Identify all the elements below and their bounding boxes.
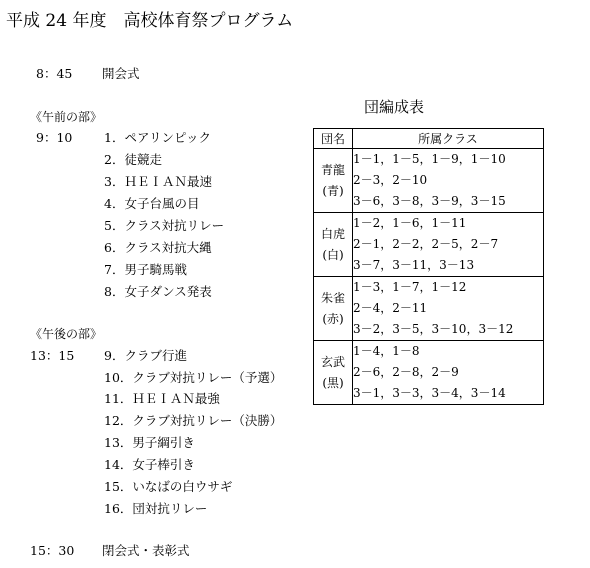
class-list-line: 2－3，2－10 bbox=[353, 173, 428, 187]
morning-section-header: 《午前の部》 bbox=[30, 110, 103, 124]
class-list-line: 1－4，1－8 bbox=[353, 344, 420, 358]
group-name: 青龍 bbox=[320, 162, 345, 177]
class-list-line: 3－7，3－11，3－13 bbox=[353, 258, 475, 272]
program-item: 5．クラス対抗リレー bbox=[104, 218, 225, 233]
group-classes-cell bbox=[353, 277, 544, 341]
group-color: (白) bbox=[322, 247, 344, 262]
program-item: 10．クラブ対抗リレー（予選） bbox=[104, 370, 283, 385]
class-list-line: 2－1，2－2，2－5，2－7 bbox=[353, 237, 499, 251]
page-title: 平成 24 年度 高校体育祭プログラム bbox=[6, 11, 294, 31]
program-item: 4．女子台風の目 bbox=[104, 196, 200, 211]
groups-table bbox=[313, 128, 544, 405]
class-list-line: 3－6，3－8，3－9，3－15 bbox=[353, 194, 506, 208]
group-color: (黒) bbox=[322, 375, 344, 390]
closing-label: 閉会式・表彰式 bbox=[102, 543, 190, 558]
groups-table-title: 団編成表 bbox=[364, 98, 425, 116]
afternoon-section-header: 《午後の部》 bbox=[30, 327, 103, 341]
afternoon-start-time: 13：15 bbox=[30, 348, 75, 363]
program-item: 12．クラブ対抗リレー（決勝） bbox=[104, 413, 283, 428]
opening-label: 開会式 bbox=[102, 66, 140, 81]
group-color: (赤) bbox=[322, 311, 344, 326]
program-item: 14．女子棒引き bbox=[104, 457, 195, 472]
program-item: 3．ＨＥＩＡＮ最速 bbox=[104, 174, 212, 189]
program-item: 15．いなばの白ウサギ bbox=[104, 479, 233, 494]
opening-time: 8：45 bbox=[36, 66, 73, 81]
column-header-classes: 所属クラス bbox=[353, 129, 544, 149]
program-item: 8．女子ダンス発表 bbox=[104, 284, 212, 299]
group-classes-cell bbox=[353, 213, 544, 277]
program-item: 1．ペアリンピック bbox=[104, 130, 211, 145]
morning-start-time: 9：10 bbox=[36, 130, 73, 145]
group-name-cell bbox=[314, 149, 353, 213]
table-row bbox=[314, 149, 544, 213]
program-item: 11．ＨＥＩＡＮ最強 bbox=[104, 391, 220, 406]
class-list-line: 1－1，1－5，1－9，1－10 bbox=[353, 152, 506, 166]
group-name: 白虎 bbox=[320, 226, 345, 241]
class-list-line: 1－2，1－6，1－11 bbox=[353, 216, 467, 230]
program-item: 13．男子綱引き bbox=[104, 435, 195, 450]
class-list-line: 2－6，2－8，2－9 bbox=[353, 365, 459, 379]
group-name: 朱雀 bbox=[320, 290, 345, 305]
group-classes-cell bbox=[353, 341, 544, 405]
group-name: 玄武 bbox=[320, 354, 345, 369]
program-item: 16．団対抗リレー bbox=[104, 501, 208, 516]
class-list-line: 1－3，1－7，1－12 bbox=[353, 280, 467, 294]
group-name-cell bbox=[314, 213, 353, 277]
table-header-row bbox=[314, 129, 544, 149]
group-color: (青) bbox=[322, 183, 344, 198]
program-item: 6．クラス対抗大縄 bbox=[104, 240, 212, 255]
group-classes-cell bbox=[353, 149, 544, 213]
class-list-line: 2－4，2－11 bbox=[353, 301, 428, 315]
class-list-line: 3－2，3－5，3－10，3－12 bbox=[353, 322, 514, 336]
group-name-cell bbox=[314, 341, 353, 405]
closing-time: 15：30 bbox=[30, 543, 75, 558]
program-item: 2．徒競走 bbox=[104, 152, 162, 167]
program-item: 7．男子騎馬戦 bbox=[104, 262, 187, 277]
group-name-cell bbox=[314, 277, 353, 341]
table-row bbox=[314, 213, 544, 277]
program-item: 9．クラブ行進 bbox=[104, 348, 187, 363]
table-row bbox=[314, 277, 544, 341]
class-list-line: 3－1，3－3，3－4，3－14 bbox=[353, 386, 506, 400]
column-header-group: 団名 bbox=[314, 129, 353, 149]
table-row bbox=[314, 341, 544, 405]
